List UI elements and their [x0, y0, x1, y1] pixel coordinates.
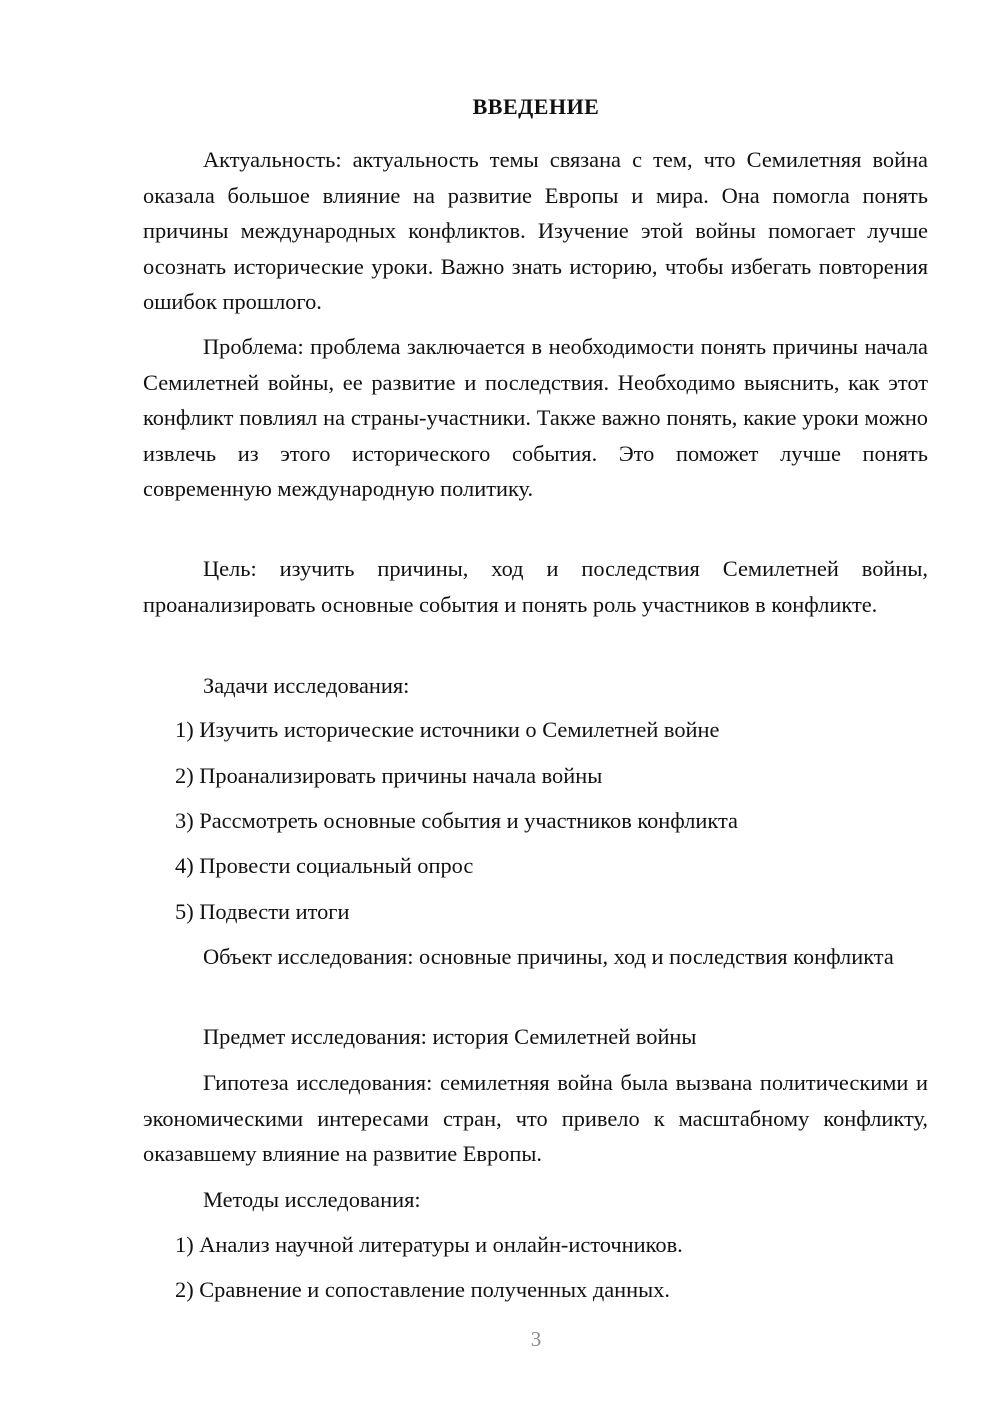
task-item-5: 5) Подвести итоги [175, 899, 350, 924]
hypothesis-paragraph: Гипотеза исследования: семилетняя война была вызвана политическими и экономическими интересами стран, что привело к масштабному конфликту, оказавшему влияние на развитие Европы. [143, 1070, 928, 1166]
task-item-2: 2) Проанализировать причины начала войны [175, 763, 603, 788]
relevance-paragraph: Актуальность: актуальность темы связана с тем, что Семилетняя война оказала большое влияние на развитие Европы и мира. Она помогла понять причины международных конфликтов. Изучение этой войны помогает лучше осознать исторические уроки. Важно знать историю, чтобы избегать повторения ошибок прошлого. [143, 147, 928, 314]
problem-paragraph: Проблема: проблема заключается в необходимости понять причины начала Семилетней войны, ее развитие и последствия. Необходимо выяснить, как этот конфликт повлиял на страны-участники. Также важно понять, какие уроки можно извлечь из этого исторического события. Это поможет лучше понять современную международную политику. [143, 334, 928, 501]
method-item-2: 2) Сравнение и сопоставление полученных данных. [175, 1277, 670, 1302]
page-number: 3 [530, 1327, 542, 1351]
task-item-4: 4) Провести социальный опрос [175, 853, 474, 878]
task-item-1: 1) Изучить исторические источники о Семилетней войне [175, 717, 720, 742]
section-heading: ВВЕДЕНИЕ [472, 94, 600, 119]
object-paragraph: Объект исследования: основные причины, ход и последствия конфликта [203, 944, 894, 969]
tasks-heading: Задачи исследования: [203, 673, 410, 698]
task-item-3: 3) Рассмотреть основные события и участников конфликта [175, 808, 738, 833]
subject-paragraph: Предмет исследования: история Семилетней войны [203, 1024, 697, 1049]
method-item-1: 1) Анализ научной литературы и онлайн-источников. [175, 1232, 683, 1257]
goal-paragraph: Цель: изучить причины, ход и последствия Семилетней войны, проанализировать основные события и понять роль участников в конфликте. [143, 556, 928, 617]
methods-heading: Методы исследования: [203, 1187, 421, 1212]
